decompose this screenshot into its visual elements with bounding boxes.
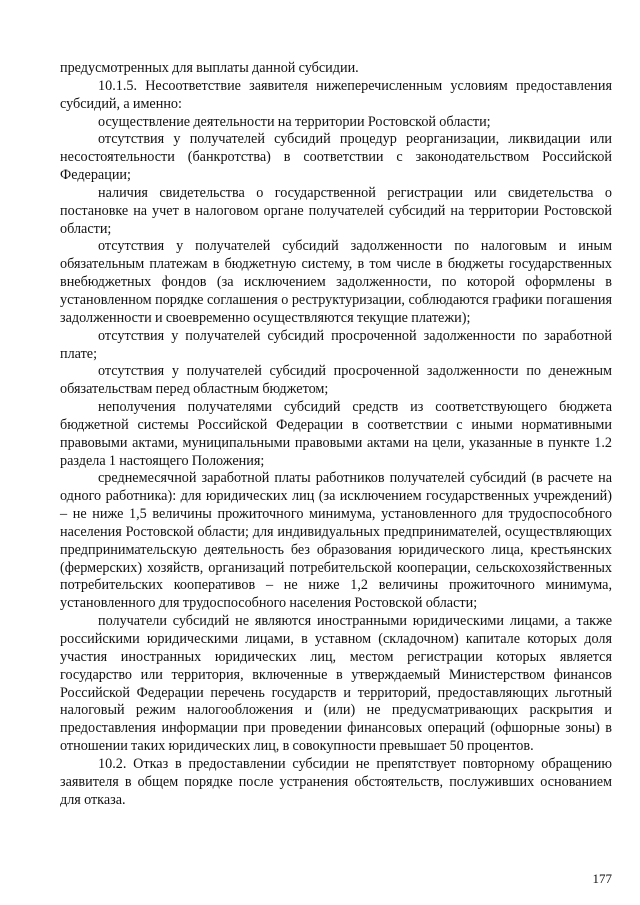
paragraph-condition-wage-debt: отсутствия у получателей субсидий просроченной задолженности по заработной плате; bbox=[60, 327, 612, 362]
paragraph-condition-no-other-funding: неполучения получателями субсидий средств из соответствующего бюджета бюджетной системы Российской Федерации в соответствии с иными нормативными правовыми актами, муниципальными правовыми актами на цели, указанные в пункте 1.2 раздела 1 настоящего Положения; bbox=[60, 399, 612, 469]
paragraph-condition-tax-debt: отсутствия у получателей субсидий задолженности по налоговым и иным обязательным платежам в бюджетную систему, в том числе в бюджеты государственных внебюджетных фондов (за исключением задолженности, по которой оформлены в установленном порядке соглашения о реструктуризации, соблюдаются графики погашения задолженности и своевременно осуществляются текущие платежи); bbox=[60, 238, 612, 326]
page-number: 177 bbox=[592, 871, 612, 886]
paragraph-condition-average-wage: среднемесячной заработной платы работников получателей субсидий (в расчете на одного работника): для юридических лиц (за исключением государственных учреждений) – не ниже 1,5 величины прожиточного минимума, установленного для трудоспособного населения Ростовской области; для индивидуальных предпринимателей, осуществляющих предпринимательскую деятельность без образования юридического лица, крестьянских (фермерских) хозяйств, организаций потребительской кооперации, сельскохозяйственных потребительских кооперативов – не ниже 1,2 величины прожиточного минимума, установленного для трудоспособного населения Ростовской области; bbox=[60, 470, 612, 612]
paragraph-condition-registration: наличия свидетельства о государственной регистрации или свидетельства о постановке на учет в налоговом органе получателей субсидий на территории Ростовской области; bbox=[60, 184, 612, 237]
paragraph-10-1-5: 10.1.5. Несоответствие заявителя нижеперечисленным условиям предоставления субсидий, а именно: bbox=[60, 77, 612, 112]
body-text bbox=[60, 60, 612, 809]
paragraph-condition-budget-debt: отсутствия у получателей субсидий просроченной задолженности по денежным обязательствам перед областным бюджетом; bbox=[60, 363, 612, 398]
paragraph-continuation: предусмотренных для выплаты данной субсидии. bbox=[60, 60, 359, 76]
paragraph-10-2: 10.2. Отказ в предоставлении субсидии не препятствует повторному обращению заявителя в общем порядке после устранения обстоятельств, послуживших основанием для отказа. bbox=[60, 755, 612, 808]
paragraph-condition-territory: осуществление деятельности на территории Ростовской области; bbox=[98, 113, 491, 130]
paragraph-condition-reorganization: отсутствия у получателей субсидий процедур реорганизации, ликвидации или несостоятельности (банкротства) в соответствии с законодательством Российской Федерации; bbox=[60, 131, 612, 184]
paragraph-condition-foreign-entities: получатели субсидий не являются иностранными юридическими лицами, а также российскими юридическими лицами, в уставном (складочном) капитале которых доля участия иностранных юридических лиц, местом регистрации которых является государство или территория, включенные в утверждаемый Министерством финансов Российской Федерации перечень государств и территорий, предоставляющих льготный налоговый режим налогообложения и (или) не предусматривающих раскрытия и предоставления информации при проведении финансовых операций (офшорные зоны) в отношении таких юридических лиц, в совокупности превышает 50 процентов. bbox=[60, 613, 612, 755]
